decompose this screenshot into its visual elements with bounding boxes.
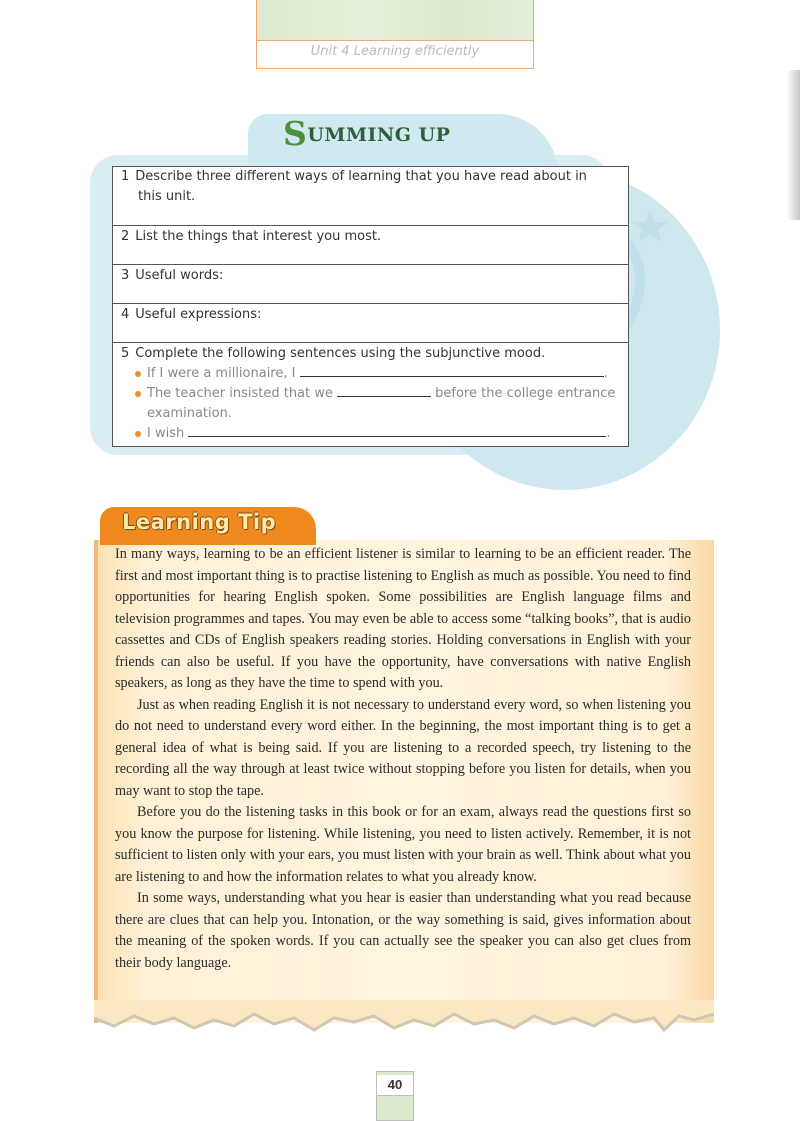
torn-paper-edge	[94, 1000, 714, 1034]
summing-up-title: SUMMING UP	[283, 114, 451, 153]
learning-tip-body	[115, 544, 691, 974]
sentence-item: If I were a millionaire, I .	[121, 364, 618, 384]
unit-banner	[256, 0, 534, 69]
learning-tip-title: Learning Tip	[122, 510, 277, 534]
answer-blank[interactable]	[188, 426, 606, 437]
paragraph: Just as when reading English it is not necessary to understand every word, so when listening you do not need to understand every word either. In the beginning, the most important thing is to get a general idea of what is being said. If you are listening to a recorded speech, try listening to the recording all the way through at least twice without stopping before you listen for details, when you may want to stop the tape.	[115, 696, 691, 799]
sentence-item: I wish .	[121, 424, 618, 444]
table-row: 2 List the things that interest you most.	[113, 226, 628, 265]
banner-texture	[257, 0, 533, 41]
table-row: 5 Complete the following sentences using the subjunctive mood. If I were a millionaire, I . The teacher insisted that we before the college entrance examination. I wish .	[113, 343, 628, 446]
bullet-icon	[135, 391, 141, 397]
page-number-box	[376, 1071, 414, 1121]
table-row: 1 Describe three different ways of learning that you have read about in this unit.	[113, 167, 628, 226]
page-number: 40	[377, 1075, 413, 1096]
table-row: 3 Useful words:	[113, 265, 628, 304]
page-edge-shadow	[786, 70, 800, 220]
bullet-icon	[135, 371, 141, 377]
answer-blank[interactable]	[300, 366, 604, 377]
paragraph: Before you do the listening tasks in this book or for an exam, always read the questions first so you know the purpose for listening. While listening, you need to listen actively. Remember, it is not sufficient to listen only with your ears, you must listen with your brain as well. Think about what you are listening to and how the information relates to what you already know.	[115, 804, 691, 885]
answer-blank[interactable]	[337, 386, 431, 397]
table-row: 4 Useful expressions:	[113, 304, 628, 343]
sentence-item: The teacher insisted that we before the college entrance	[121, 384, 618, 404]
unit-title: Unit 4 Learning efficiently	[310, 44, 480, 59]
summing-up-table	[112, 166, 629, 447]
paragraph: In some ways, understanding what you hear is easier than understanding what you read because there are clues that can help you. Intonation, or the way something is said, gives information about the meaning of the spoken words. If you can actually see the speaker you can also get clues from their body language.	[115, 890, 691, 971]
sentence-item-cont: examination.	[147, 406, 232, 421]
bullet-icon	[135, 431, 141, 437]
paragraph: In many ways, learning to be an efficient listener is similar to learning to be an efficient reader. The first and most important thing is to practise listening to English as much as possible. You need to find opportunities for hearing English spoken. Some possibilities are English language films and television programmes and tapes. You may even be able to access some “talking books”, that is audio cassettes and CDs of English speakers reading stories. Holding conversations in English with your friends can also be useful. If you have the opportunity, have conversations with native English speakers, as long as they have the time to spend with you.	[115, 546, 691, 691]
